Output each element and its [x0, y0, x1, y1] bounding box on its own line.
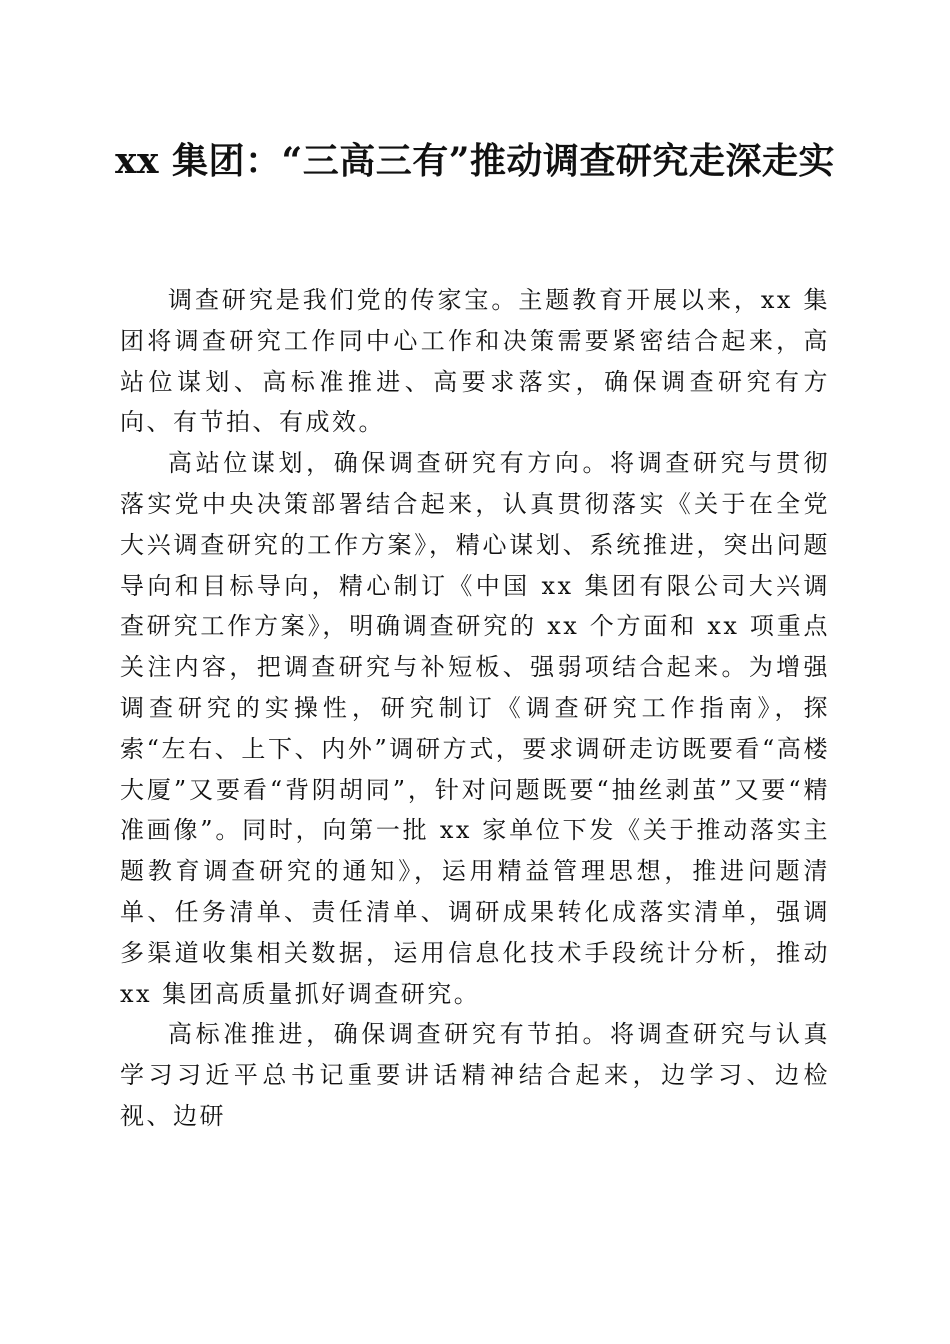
document-body — [120, 280, 830, 1137]
document-title: xx 集团：“三高三有”推动调查研究走深走实 — [115, 140, 835, 182]
paragraph-high-position-planning: 高站位谋划，确保调查研究有方向。将调查研究与贯彻落实党中央决策部署结合起来，认真贯彻落实《关于在全党大兴调查研究的工作方案》，精心谋划、系统推进，突出问题导向和目标导向，精心制订《中国 xx 集团有限公司大兴调查研究工作方案》，明确调查研究的 xx 个方面和 xx 项重点关注内容，把调查研究与补短板、强弱项结合起来。为增强调查研究的实操性，研究制订《调查研究工作指南》，探索“左右、上下、内外”调研方式，要求调研走访既要看“高楼大厦”又要看“背阴胡同”，针对问题既要“抽丝剥茧”又要“精准画像”。同时，向第一批 xx 家单位下发《关于推动落实主题教育调查研究的通知》，运用精益管理思想，推进问题清单、任务清单、责任清单、调研成果转化成落实清单，强调多渠道收集相关数据，运用信息化技术手段统计分析，推动 xx 集团高质量抓好调查研究。 — [120, 449, 830, 1008]
paragraph-intro: 调查研究是我们党的传家宝。主题教育开展以来，xx 集团将调查研究工作同中心工作和决策需要紧密结合起来，高站位谋划、高标准推进、高要求落实，确保调查研究有方向、有节拍、有成效。 — [120, 286, 830, 437]
paragraph-high-standard-advancing: 高标准推进，确保调查研究有节拍。将调查研究与认真学习习近平总书记重要讲话精神结合起来，边学习、边检视、边研 — [120, 1020, 830, 1130]
